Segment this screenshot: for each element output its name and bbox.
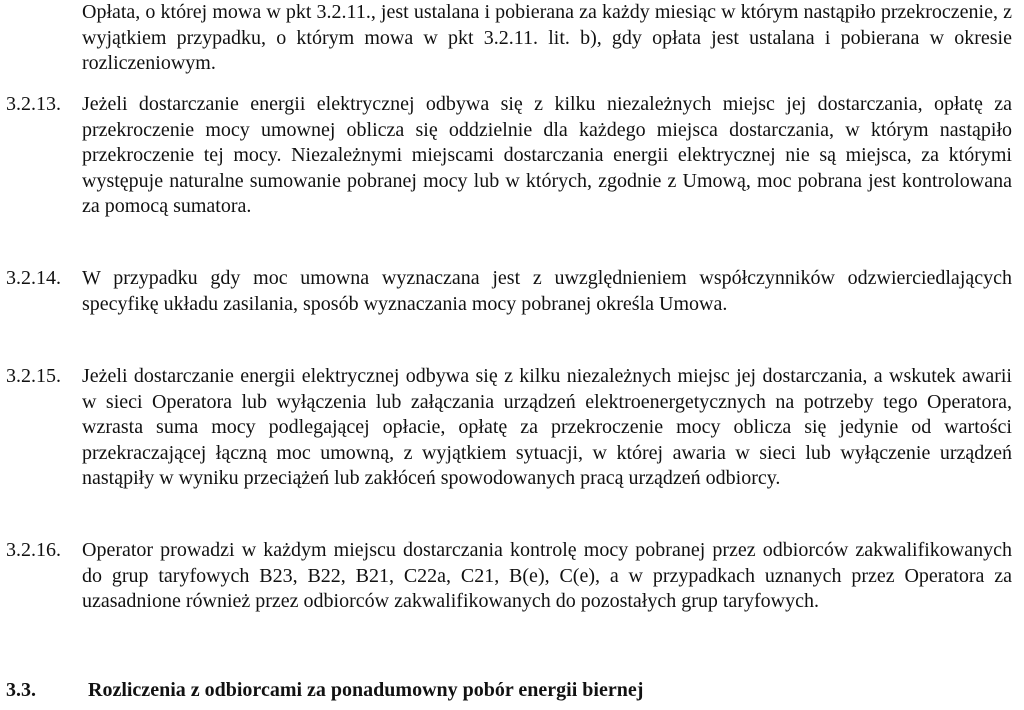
clause-number: 3.2.13. (6, 93, 61, 115)
clause-text: Jeżeli dostarczanie energii elektrycznej odbywa się z kilku niezależnych miejsc jej dostarczania, opłatę za przekroczenie mocy umownej oblicza się oddzielnie dla każdego miejsca dostarczania, w którym nastąpiło przekroczenie tej mocy. Niezależnymi miejscami dostarczania energii elektrycznej nie są miejsca, za którymi występuje naturalne sumowanie pobranej mocy lub w których, zgodnie z Umową, moc pobrana jest kontrolowana za pomocą sumatora. (82, 93, 1012, 217)
clause-number: 3.2.16. (6, 539, 61, 561)
section-number: 3.3. (6, 679, 36, 701)
continuation-paragraph: Opłata, o której mowa w pkt 3.2.11., jest ustalana i pobierana za każdy miesiąc w którym nastąpiło przekroczenie, z wyjątkiem przypadku, o którym mowa w pkt 3.2.11. lit. b), gdy opłata jest ustalana i pobierana w okresie rozliczeniowym. (82, 1, 1012, 74)
clause-number: 3.2.15. (6, 365, 61, 387)
clause-text: W przypadku gdy moc umowna wyznaczana jest z uwzględnieniem współczynników odzwierciedlających specyfikę układu zasilania, sposób wyznaczania mocy pobranej określa Umowa. (82, 267, 1012, 315)
clause-text: Operator prowadzi w każdym miejscu dostarczania kontrolę mocy pobranej przez odbiorców zakwalifikowanych do grup taryfowych B23, B22, B21, C22a, C21, B(e), C(e), a w przypadkach uznanych przez Operatora za uzasadnione również przez odbiorców zakwalifikowanych do pozostałych grup taryfowych. (82, 539, 1012, 612)
clause-number: 3.2.14. (6, 267, 61, 289)
section-title: Rozliczenia z odbiorcami za ponadumowny pobór energii biernej (88, 679, 644, 701)
clause-text: Jeżeli dostarczanie energii elektrycznej odbywa się z kilku niezależnych miejsc jej dostarczania, a wskutek awarii w sieci Operatora lub wyłączenia lub załączania urządzeń elektroenergetycznych na potrzeby tego Operatora, wzrasta suma mocy podlegającej opłacie, opłatę za przekroczenie mocy oblicza się jedynie od wartości przekraczającej łączną moc umowną, z wyjątkiem sytuacji, w której awaria w sieci lub wyłączenie urządzeń nastąpiły w wyniku przeciążeń lub zakłóceń spowodowanych pracą urządzeń odbiorcy. (82, 365, 1012, 489)
